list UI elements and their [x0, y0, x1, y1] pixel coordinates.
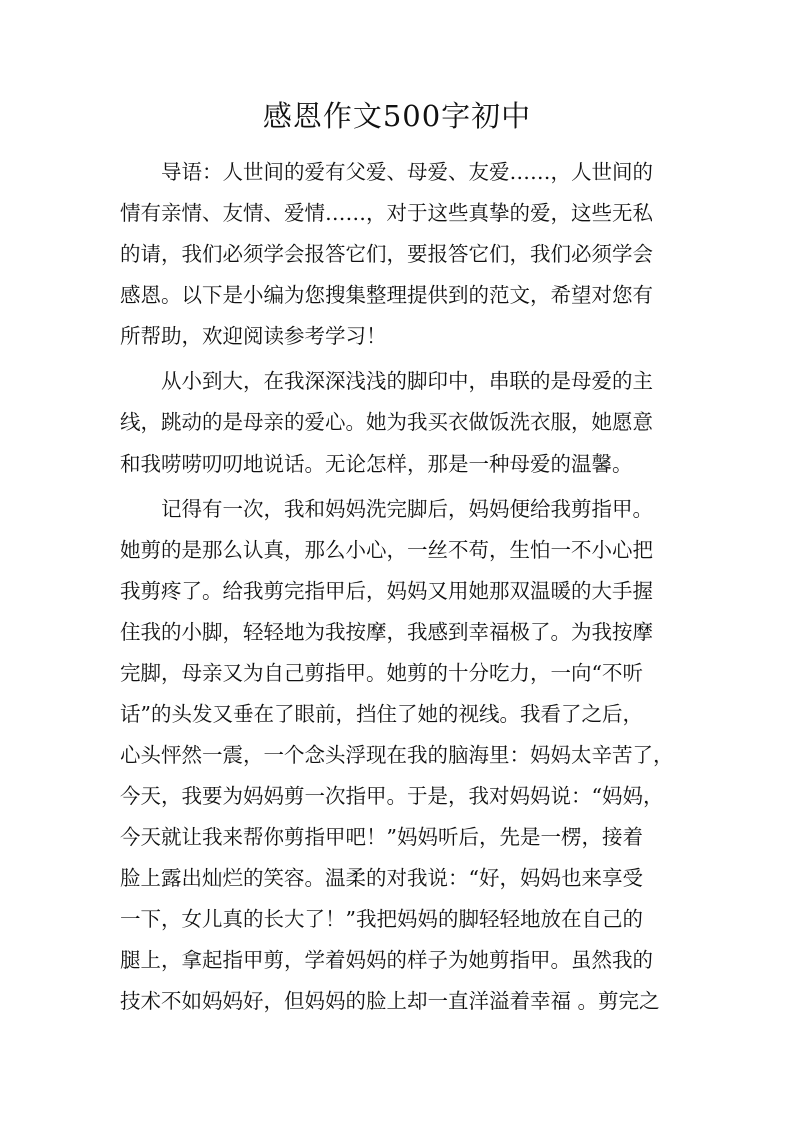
paragraph-2-line-3: 和我唠唠叨叨地说话。无论怎样，那是一种母爱的温馨。 [120, 452, 633, 476]
paragraph-1-line-2: 情有亲情、友情、爱情……，对于这些真挚的爱，这些无私 [120, 201, 653, 225]
paragraph-1-line-4: 感恩。以下是小编为您搜集整理提供到的范文，希望对您有 [120, 283, 653, 307]
document-title: 感恩作文500字初中 [262, 99, 532, 133]
paragraph-2-line-1: 从小到大，在我深深浅浅的脚印中，串联的是母爱的主 [161, 369, 653, 393]
paragraph-3-line-5: 完脚，母亲又为自己剪指甲。她剪的十分吃力，一向“不听 [120, 661, 643, 685]
paragraph-3-line-13: 技术不如妈妈好，但妈妈的脸上却一直洋溢着幸福 。剪完之 [120, 989, 660, 1013]
paragraph-1-line-5: 所帮助，欢迎阅读参考学习！ [120, 324, 387, 348]
paragraph-3-line-10: 脸上露出灿烂的笑容。温柔的对我说：“好，妈妈也来享受 [120, 866, 643, 890]
paragraph-3-line-4: 住我的小脚，轻轻地为我按摩，我感到幸福极了。为我按摩 [120, 620, 653, 644]
paragraph-3-line-8: 今天，我要为妈妈剪一次指甲。于是，我对妈妈说：“妈妈， [120, 784, 664, 808]
paragraph-2-line-2: 线，跳动的是母亲的爱心。她为我买衣做饭洗衣服，她愿意 [120, 410, 653, 434]
paragraph-3-line-3: 我剪疼了。给我剪完指甲后，妈妈又用她那双温暖的大手握 [120, 579, 653, 603]
paragraph-3-line-2: 她剪的是那么认真，那么小心，一丝不苟，生怕一不小心把 [120, 538, 653, 562]
paragraph-1-line-1: 导语：人世间的爱有父爱、母爱、友爱……，人世间的 [161, 160, 653, 184]
paragraph-3-line-12: 腿上，拿起指甲剪，学着妈妈的样子为她剪指甲。虽然我的 [120, 948, 653, 972]
paragraph-3-line-7: 心头怦然一震，一个念头浮现在我的脑海里：妈妈太辛苦了， [120, 743, 674, 767]
paragraph-1-line-3: 的请，我们必须学会报答它们，要报答它们，我们必须学会 [120, 242, 653, 266]
paragraph-3-line-11: 一下，女儿真的长大了！”我把妈妈的脚轻轻地放在自己的 [120, 907, 643, 931]
paragraph-3-line-9: 今天就让我来帮你剪指甲吧！”妈妈听后，先是一楞，接着 [120, 825, 643, 849]
paragraph-3-line-6: 话”的头发又垂在了眼前，挡住了她的视线。我看了之后， [120, 702, 643, 726]
paragraph-3-line-1: 记得有一次，我和妈妈洗完脚后，妈妈便给我剪指甲。 [161, 497, 653, 521]
